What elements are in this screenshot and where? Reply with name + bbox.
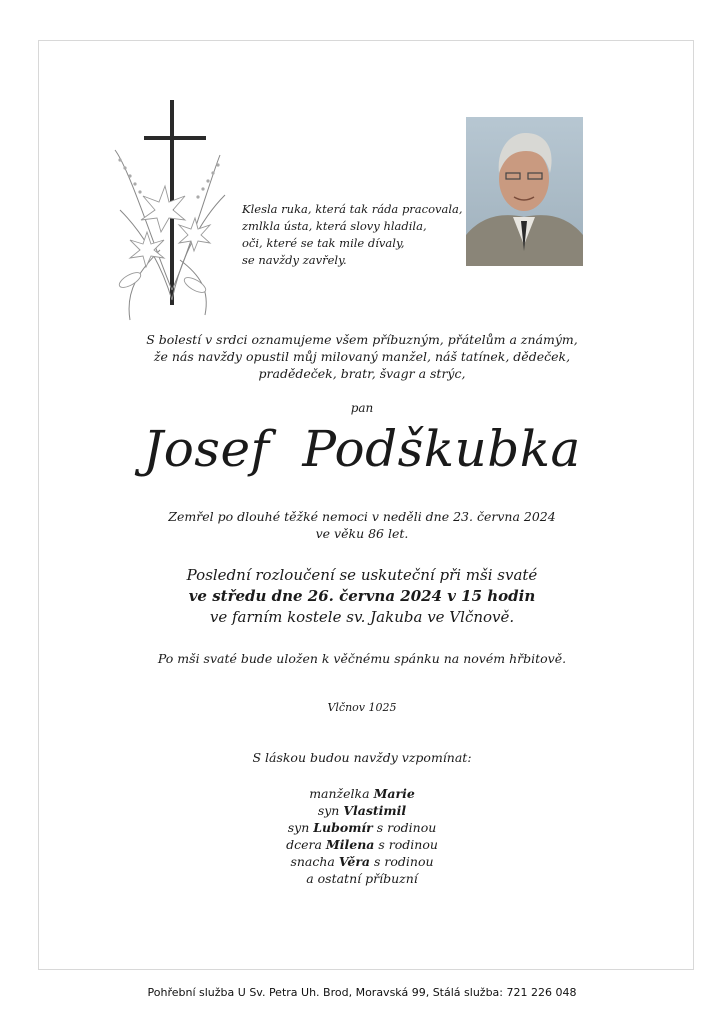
death-details bbox=[0, 508, 724, 542]
farewell-details bbox=[0, 565, 724, 628]
announcement-intro bbox=[0, 331, 724, 382]
mourner-row bbox=[0, 802, 724, 819]
verse-line: Klesla ruka, která tak ráda pracovala, bbox=[242, 202, 463, 216]
farewell-date: ve středu dne 26. června 2024 v 15 hodin bbox=[188, 587, 536, 605]
memorial-verse bbox=[242, 201, 463, 269]
mourner-suffix: s rodinou bbox=[374, 854, 434, 869]
verse-line: se navždy zavřely. bbox=[242, 253, 347, 267]
mourner-relation: dcera bbox=[286, 837, 322, 852]
burial-note: Po mši svaté bude uložen k věčnému spánku na novém hřbitově. bbox=[157, 651, 567, 666]
portrait-photo bbox=[466, 117, 583, 266]
memory-heading: S láskou budou navždy vzpomínat: bbox=[252, 750, 472, 765]
death-line: Zemřel po dlouhé těžké nemoci v neděli dne 23. června 2024 bbox=[168, 509, 556, 524]
address: Vlčnov 1025 bbox=[327, 701, 397, 714]
mourner-suffix: s rodinou bbox=[376, 820, 437, 835]
mourner-name: Věra bbox=[338, 854, 371, 869]
mourner-name: Milena bbox=[325, 837, 375, 852]
intro-line: pradědeček, bratr, švagr a strýc, bbox=[258, 366, 466, 381]
intro-line: S bolestí v srdci oznamujeme všem příbuzným, přátelům a známým, bbox=[146, 332, 578, 347]
mourner-row bbox=[0, 819, 724, 836]
mourners-list bbox=[0, 785, 724, 887]
mourner-name: Lubomír bbox=[313, 820, 373, 835]
mourner-row bbox=[0, 853, 724, 870]
verse-line: zmlkla ústa, která slovy hladila, bbox=[242, 219, 427, 233]
mourner-row bbox=[0, 836, 724, 853]
farewell-location: ve farním kostele sv. Jakuba ve Vlčnově. bbox=[209, 608, 515, 626]
mourner-name: Marie bbox=[373, 786, 415, 801]
death-line: ve věku 86 let. bbox=[315, 526, 409, 541]
mourner-relation: syn bbox=[287, 820, 310, 835]
mourner-relation: snacha bbox=[290, 854, 335, 869]
verse-line: oči, které se tak mile dívaly, bbox=[242, 236, 405, 250]
mourner-suffix: s rodinou bbox=[378, 837, 438, 852]
cross-with-flowers-icon bbox=[100, 100, 235, 325]
mourner-row bbox=[0, 785, 724, 802]
mourner-relation: syn bbox=[317, 803, 340, 818]
funeral-service-footer: Pohřební služba U Sv. Petra Uh. Brod, Moravská 99, Stálá služba: 721 226 048 bbox=[147, 986, 577, 999]
mourner-relation: manželka bbox=[309, 786, 370, 801]
deceased-name: Josef Podškubka bbox=[143, 420, 581, 478]
mourners-closing: a ostatní příbuzní bbox=[306, 871, 418, 886]
title-prefix: pan bbox=[350, 401, 374, 415]
intro-line: že nás navždy opustil můj milovaný manžel, náš tatínek, dědeček, bbox=[153, 349, 571, 364]
farewell-line: Poslední rozloučení se uskuteční při mši svaté bbox=[186, 566, 538, 584]
mourner-name: Vlastimil bbox=[343, 803, 407, 818]
